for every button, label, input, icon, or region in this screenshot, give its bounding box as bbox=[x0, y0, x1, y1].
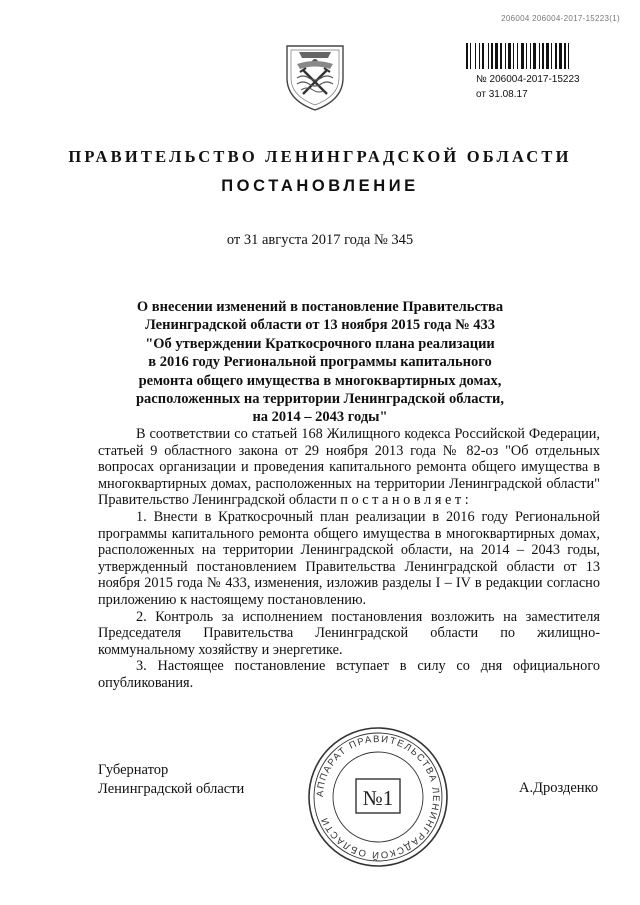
body-paragraph: 3. Настоящее постановление вступает в силу со дня официального опубликования. bbox=[98, 658, 600, 691]
stamp-number: №1 bbox=[362, 786, 394, 810]
document-type: ПОСТАНОВЛЕНИЕ bbox=[221, 177, 419, 195]
barcode-icon bbox=[466, 43, 620, 69]
registration-date: от 31.08.17 bbox=[476, 89, 528, 100]
signatory-name: А.Дрозденко bbox=[519, 780, 599, 796]
title-line: ремонта общего имущества в многоквартирных домах, bbox=[138, 372, 502, 389]
official-stamp bbox=[306, 725, 450, 869]
document-title bbox=[0, 298, 640, 427]
title-line: расположенных на территории Ленинградской области, bbox=[135, 391, 505, 408]
top-reference: 206004 206004-2017-15223(1) bbox=[501, 14, 620, 23]
title-line: в 2016 году Региональной программы капитального bbox=[148, 354, 492, 371]
coat-of-arms-icon bbox=[283, 38, 347, 112]
body-paragraph: 2. Контроль за исполнением постановления возложить на заместителя Председателя Правительства Ленинградской области по жилищно-коммунальному хозяйству и энергетике. bbox=[98, 608, 600, 658]
title-line: "Об утверждении Краткосрочного плана реализации bbox=[145, 335, 495, 352]
signatory-title-line: Ленинградской области bbox=[98, 781, 245, 797]
government-name: ПРАВИТЕЛЬСТВО ЛЕНИНГРАДСКОЙ ОБЛАСТИ bbox=[68, 147, 572, 166]
document-date: от 31 августа 2017 года № 345 bbox=[226, 232, 414, 248]
registration-number: № 206004-2017-15223 bbox=[476, 74, 580, 85]
title-line: О внесении изменений в постановление Правительства bbox=[136, 299, 504, 315]
signatory-title-line: Губернатор bbox=[98, 762, 169, 778]
title-line: Ленинградской области от 13 ноября 2015 года № 433 bbox=[144, 317, 496, 334]
body-paragraph: 1. Внести в Краткосрочный план реализации в 2016 году Региональной программы капитального ремонта общего имущества в многоквартирных домах, расположенных на территории Ленинградской области, на 2014 – 2043 годы, утвержденный постановлением Правительства Ленинградской области от 13 ноября 2015 года № 433, изменения, изложив разделы I – IV в редакции согласно приложению к настоящему постановлению. bbox=[98, 508, 600, 608]
document-body bbox=[98, 426, 600, 692]
stamp-ring-text: АППАРАТ ПРАВИТЕЛЬСТВА ЛЕНИНГРАДСКОЙ ОБЛАСТИ bbox=[314, 733, 442, 861]
title-line: на 2014 – 2043 годы" bbox=[252, 409, 388, 426]
body-paragraph: В соответствии со статьей 168 Жилищного кодекса Российской Федерации, статьей 9 областного закона от 29 ноября 2013 года № 82-оз "Об отдельных вопросах организации и проведения капитального ремонта общего имущества в многоквартирных домах, расположенных на территории Ленинградской области" Правительство Ленинградской области п о с т а н о в л я е т : bbox=[98, 426, 600, 509]
signatory-title bbox=[98, 761, 244, 799]
